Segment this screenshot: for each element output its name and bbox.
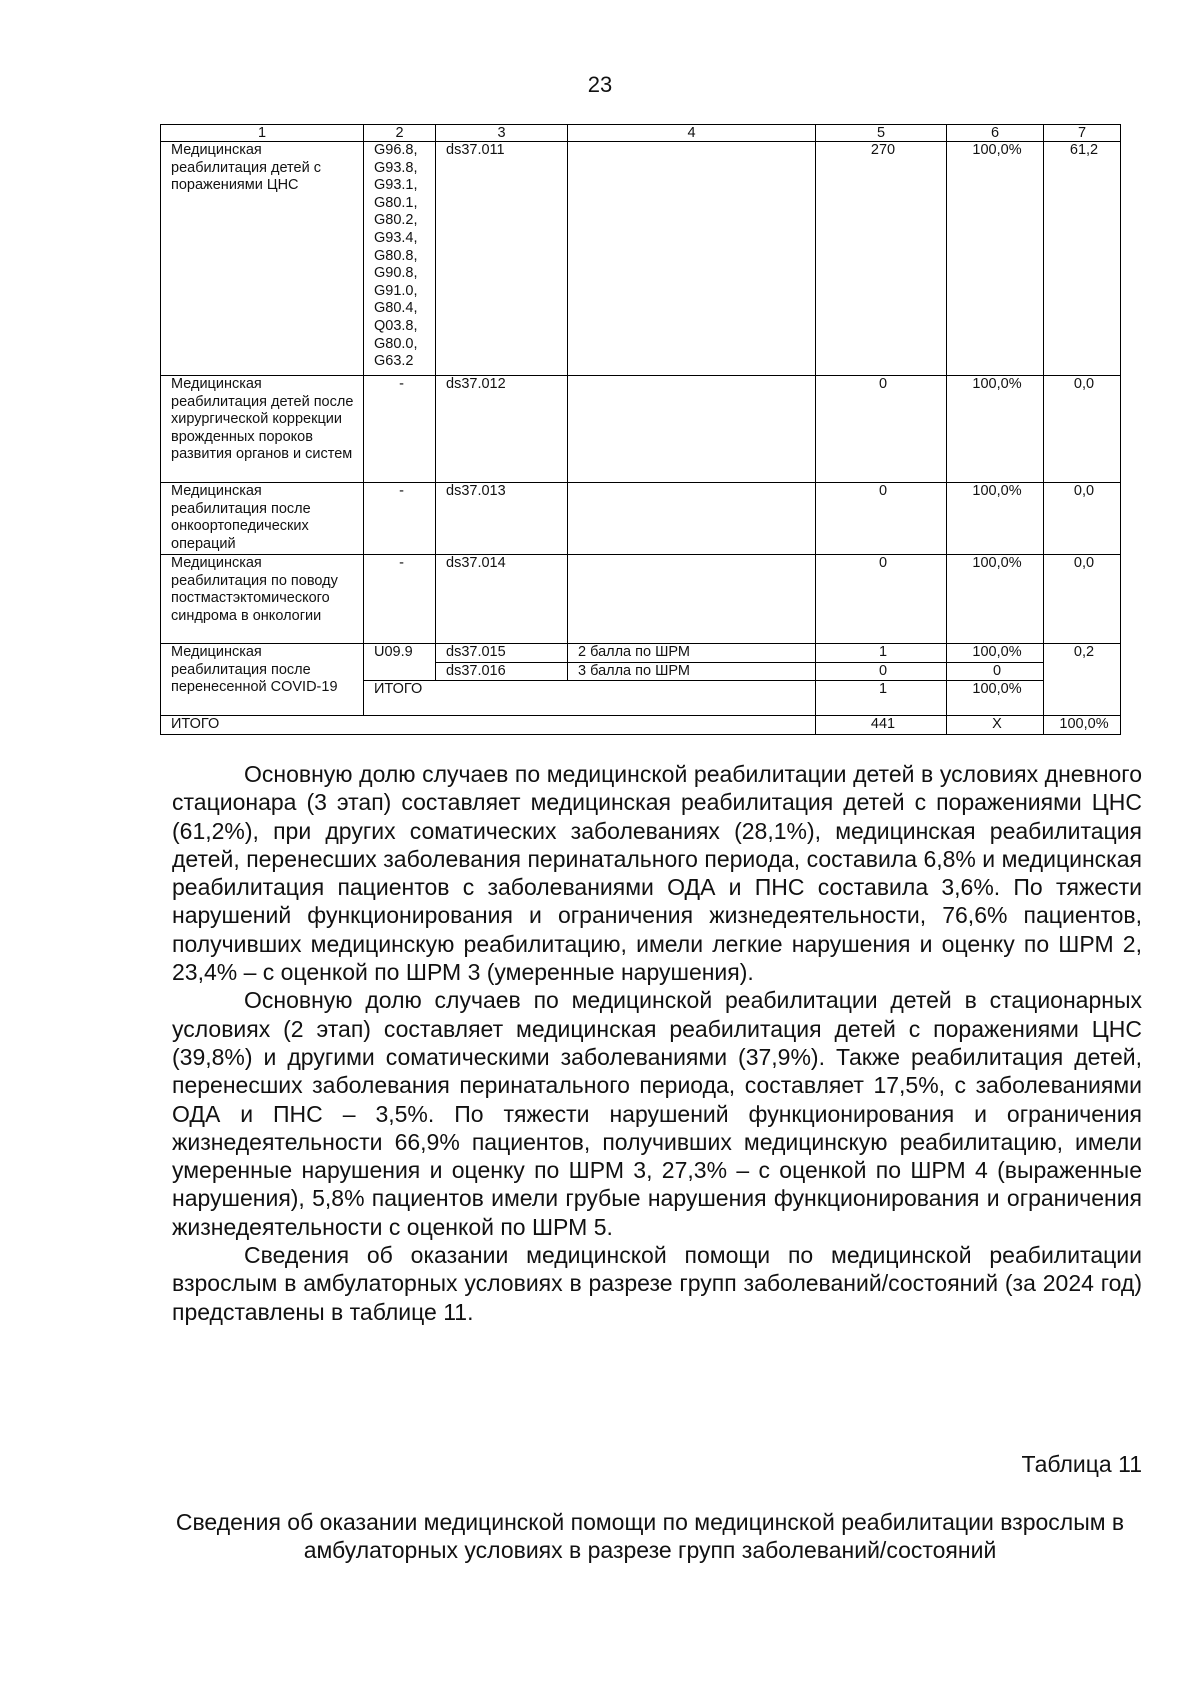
row-ksg: ds37.014 bbox=[436, 555, 568, 644]
row-criteria: 3 балла по ШРМ bbox=[568, 662, 816, 681]
row-share: 100,0% bbox=[947, 644, 1044, 663]
row-criteria bbox=[568, 376, 816, 483]
row-total-share: 0,2 bbox=[1044, 644, 1121, 716]
covid-itogo-count: 1 bbox=[816, 681, 947, 716]
header-cell: 5 bbox=[816, 125, 947, 142]
table-row-grand-total bbox=[161, 716, 1121, 735]
grand-total-share: X bbox=[947, 716, 1044, 735]
row-ksg: ds37.016 bbox=[436, 662, 568, 681]
row-criteria bbox=[568, 555, 816, 644]
row-share: 100,0% bbox=[947, 483, 1044, 555]
row-codes: G96.8, G93.8, G93.1, G80.1, G80.2, G93.4, G80.8, G90.8, G91.0, G80.4, Q03.8, G80.0, G63.2 bbox=[364, 142, 436, 376]
grand-total-count: 441 bbox=[816, 716, 947, 735]
row-count: 0 bbox=[816, 555, 947, 644]
row-name: Медицинская реабилитация по поводу постмастэктомического синдрома в онкологии bbox=[161, 555, 364, 644]
row-name: Медицинская реабилитация детей после хирургической коррекции врожденных пороков развития органов и систем bbox=[161, 376, 364, 483]
paragraph: Основную долю случаев по медицинской реабилитации детей в условиях дневного стационара (3 этап) составляет медицинская реабилитация детей с поражениями ЦНС (61,2%), при других соматических заболеваниях (28,1%), медицинская реабилитация детей, перенесших заболевания перинатального периода, составила 6,8% и медицинская реабилитация пациентов с заболеваниями ОДА и ПНС составила 3,6%. По тяжести нарушений функционирования и ограничения жизнедеятельности, 76,6% пациентов, получивших медицинскую реабилитацию, имели легкие нарушения и оценку по ШРМ 2, 23,4% – с оценкой по ШРМ 3 (умеренные нарушения). bbox=[172, 761, 1142, 986]
table-row-covid bbox=[161, 644, 1121, 663]
paragraph: Основную долю случаев по медицинской реабилитации детей в стационарных условиях (2 этап) составляет медицинская реабилитация детей с поражениями ЦНС (39,8%) и другими соматическими заболеваниями (37,9%). Также реабилитация детей, перенесших заболевания перинатального периода, составляет 17,5%, с заболеваниями ОДА и ПНС – 3,5%. По тяжести нарушений функционирования и ограничения жизнедеятельности 66,9% пациентов, получивших медицинскую реабилитацию, имели умеренные нарушения и оценку по ШРМ 3, 27,3% – с оценкой по ШРМ 4 (выраженные нарушения), 5,8% пациентов имели грубые нарушения функционирования и ограничения жизнедеятельности с оценкой по ШРМ 5. bbox=[172, 987, 1142, 1240]
row-count: 1 bbox=[816, 644, 947, 663]
row-codes: - bbox=[364, 483, 436, 555]
covid-itogo-label: ИТОГО bbox=[364, 681, 816, 716]
row-share: 0 bbox=[947, 662, 1044, 681]
row-count: 0 bbox=[816, 662, 947, 681]
row-total-share: 0,0 bbox=[1044, 483, 1121, 555]
row-count: 0 bbox=[816, 376, 947, 483]
row-criteria bbox=[568, 142, 816, 376]
row-name: Медицинская реабилитация после перенесенной COVID-19 bbox=[161, 644, 364, 716]
row-count: 0 bbox=[816, 483, 947, 555]
row-total-share: 0,0 bbox=[1044, 555, 1121, 644]
table-header-row bbox=[161, 125, 1121, 142]
row-criteria bbox=[568, 483, 816, 555]
table-title: Сведения об оказании медицинской помощи по медицинской реабилитации взрослым в амбулаторных условиях в разрезе групп заболеваний/состояний bbox=[175, 1509, 1125, 1563]
row-ksg: ds37.015 bbox=[436, 644, 568, 663]
table-row bbox=[161, 483, 1121, 555]
table-row bbox=[161, 376, 1121, 483]
row-total-share: 61,2 bbox=[1044, 142, 1121, 376]
paragraph: Сведения об оказании медицинской помощи по медицинской реабилитации взрослым в амбулаторных условиях в разрезе групп заболеваний/состояний (за 2024 год) представлены в таблице 11. bbox=[172, 1242, 1142, 1325]
header-cell: 4 bbox=[568, 125, 816, 142]
row-codes: - bbox=[364, 376, 436, 483]
row-name: Медицинская реабилитация детей с поражениями ЦНС bbox=[161, 142, 364, 376]
page-number: 23 bbox=[587, 72, 613, 97]
row-name: Медицинская реабилитация после онкоортопедических операций bbox=[161, 483, 364, 555]
body-text bbox=[172, 760, 1142, 1326]
table-row bbox=[161, 142, 1121, 376]
header-cell: 2 bbox=[364, 125, 436, 142]
row-codes: - bbox=[364, 555, 436, 644]
row-codes: U09.9 bbox=[364, 644, 436, 681]
covid-itogo-share: 100,0% bbox=[947, 681, 1044, 716]
row-count: 270 bbox=[816, 142, 947, 376]
table-caption: Таблица 11 bbox=[1021, 1451, 1142, 1477]
row-ksg: ds37.013 bbox=[436, 483, 568, 555]
header-cell: 1 bbox=[161, 125, 364, 142]
rehab-table bbox=[160, 124, 1121, 735]
grand-total-total-share: 100,0% bbox=[1044, 716, 1121, 735]
grand-total-label: ИТОГО bbox=[161, 716, 816, 735]
header-cell: 3 bbox=[436, 125, 568, 142]
row-share: 100,0% bbox=[947, 376, 1044, 483]
row-share: 100,0% bbox=[947, 555, 1044, 644]
header-cell: 6 bbox=[947, 125, 1044, 142]
row-criteria: 2 балла по ШРМ bbox=[568, 644, 816, 663]
table-row bbox=[161, 555, 1121, 644]
row-total-share: 0,0 bbox=[1044, 376, 1121, 483]
row-ksg: ds37.011 bbox=[436, 142, 568, 376]
header-cell: 7 bbox=[1044, 125, 1121, 142]
row-share: 100,0% bbox=[947, 142, 1044, 376]
row-ksg: ds37.012 bbox=[436, 376, 568, 483]
